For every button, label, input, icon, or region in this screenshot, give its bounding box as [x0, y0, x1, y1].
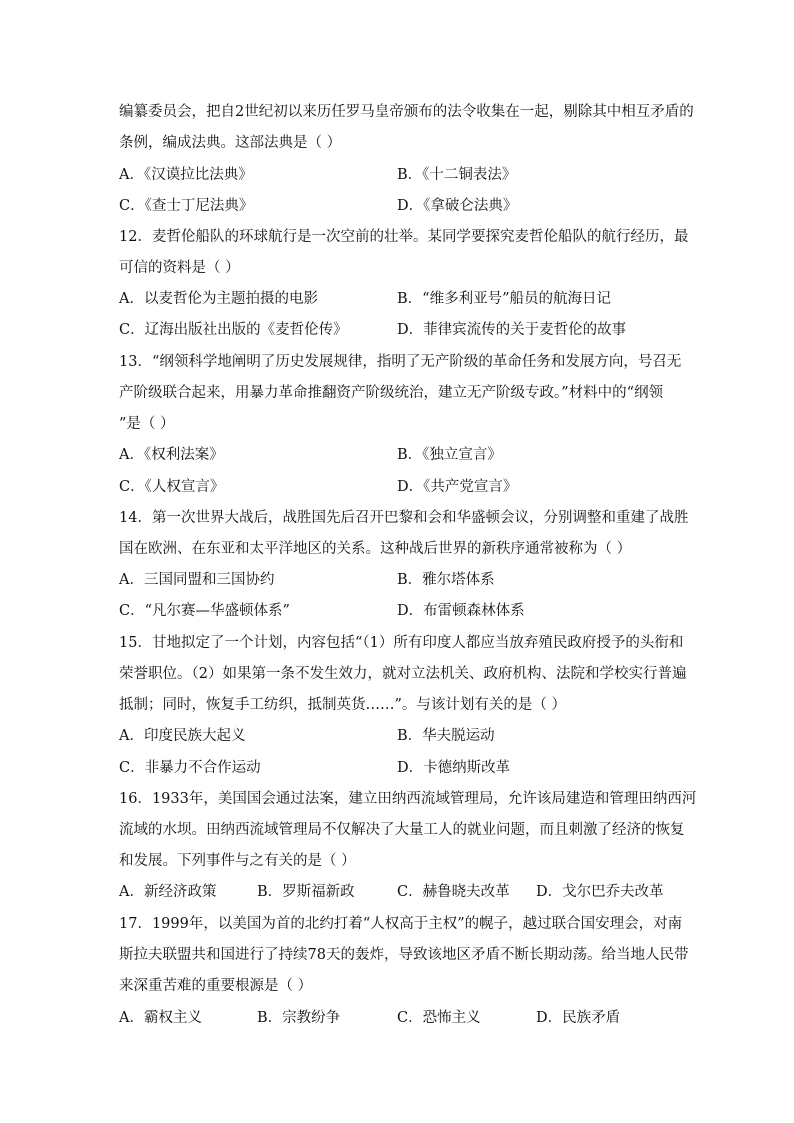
q12-option-a: A．以麦哲伦为主题拍摄的电影	[119, 291, 318, 307]
q17-option-c: C．恐怖主义	[397, 1010, 481, 1026]
q15-option-b: B．华夫脱运动	[397, 728, 495, 744]
q16-option-d: D．戈尔巴乔夫改革	[536, 884, 664, 900]
q15-text-line-3: 抵制；同时，恢复手工纺织，抵制英货……”。与该计划有关的是（ ）	[119, 697, 567, 713]
q13-option-d: D．《共产党宣言》	[397, 479, 518, 495]
q14-text-line-1: 14．第一次世界大战后，战胜国先后召开巴黎和会和华盛顿会议，分别调整和重建了战胜	[119, 510, 689, 526]
q16-option-c: C．赫鲁晓夫改革	[397, 884, 510, 900]
q17-text-line-1: 17．1999年，以美国为首的北约打着“人权高于主权”的幌子，越过联合国安理会，对南	[119, 916, 683, 932]
q13-text-line-1: 13．“纲领科学地阐明了历史发展规律，指明了无产阶级的革命任务和发展方向，号召无	[119, 354, 682, 370]
q15-option-c: C．非暴力不合作运动	[119, 760, 261, 776]
q17-option-a: A．霸权主义	[119, 1010, 202, 1026]
q16-option-b: B．罗斯福新政	[257, 884, 355, 900]
q11-text-line-2: 条例，编成法典。这部法典是（ ）	[119, 135, 342, 151]
q17-text-line-2: 斯拉夫联盟共和国进行了持续78天的轰炸，导致该地区矛盾不断长期动荡。给当地人民带	[119, 947, 689, 963]
q13-option-b: B．《独立宣言》	[397, 447, 502, 463]
q16-text-line-3: 和发展。下列事件与之有关的是（ ）	[119, 853, 356, 869]
q14-option-d: D．布雷顿森林体系	[397, 603, 525, 619]
q15-option-a: A．印度民族大起义	[119, 728, 246, 744]
q13-text-line-2: 产阶级联合起来，用暴力革命推翻资产阶级统治，建立无产阶级专政。”材料中的“纲领	[119, 385, 664, 401]
q12-text-line-2: 可信的资料是（ ）	[119, 260, 240, 276]
q11-option-b: B．《十二铜表法》	[397, 167, 517, 183]
q14-text-line-2: 国在欧洲、在东亚和太平洋地区的关系。这种战后世界的新秩序通常被称为（ ）	[119, 541, 632, 557]
q12-option-b: B．“维多利亚号”船员的航海日记	[397, 291, 611, 307]
q15-text-line-2: 荣誉职位。（2）如果第一条不发生效力，就对立法机关、政府机构、法院和学校实行普遍	[119, 666, 687, 682]
q14-option-b: B．雅尔塔体系	[397, 572, 495, 588]
q12-option-d: D．菲律宾流传的关于麦哲伦的故事	[397, 322, 627, 338]
q17-option-d: D．民族矛盾	[536, 1010, 621, 1026]
q13-text-line-3: ”是（ ）	[119, 416, 175, 432]
q17-text-line-3: 来深重苦难的重要根源是（ ）	[119, 978, 313, 994]
q13-option-a: A．《权利法案》	[119, 447, 224, 463]
q16-text-line-2: 流域的水坝。田纳西流域管理局不仅解决了大量工人的就业问题，而且刺激了经济的恢复	[119, 822, 685, 838]
q12-text-line-1: 12．麦哲伦船队的环球航行是一次空前的壮举。某同学要探究麦哲伦船队的航行经历，最	[119, 229, 689, 245]
q17-option-b: B．宗教纷争	[257, 1010, 341, 1026]
q11-option-a: A．《汉谟拉比法典》	[119, 167, 253, 183]
q12-option-c: C．辽海出版社出版的《麦哲伦传》	[119, 322, 348, 338]
q15-text-line-1: 15．甘地拟定了一个计划，内容包括“（1）所有印度人都应当放弃殖民政府授予的头衔和	[119, 635, 684, 651]
q15-option-d: D．卡德纳斯改革	[397, 760, 511, 776]
q11-option-c: C．《查士丁尼法典》	[119, 198, 254, 214]
q14-option-c: C．“凡尔赛—华盛顿体系”	[119, 603, 290, 619]
q14-option-a: A．三国同盟和三国协约	[119, 572, 275, 588]
q16-option-a: A．新经济政策	[119, 884, 217, 900]
q11-text-line-1: 编纂委员会，把自2世纪初以来历任罗马皇帝颁布的法令收集在一起，剔除其中相互矛盾的	[119, 104, 694, 120]
q13-option-c: C．《人权宣言》	[119, 479, 225, 495]
q11-option-d: D．《拿破仑法典》	[397, 198, 518, 214]
q16-text-line-1: 16．1933年，美国国会通过法案，建立田纳西流域管理局，允许该局建造和管理田纳西河	[119, 791, 697, 807]
